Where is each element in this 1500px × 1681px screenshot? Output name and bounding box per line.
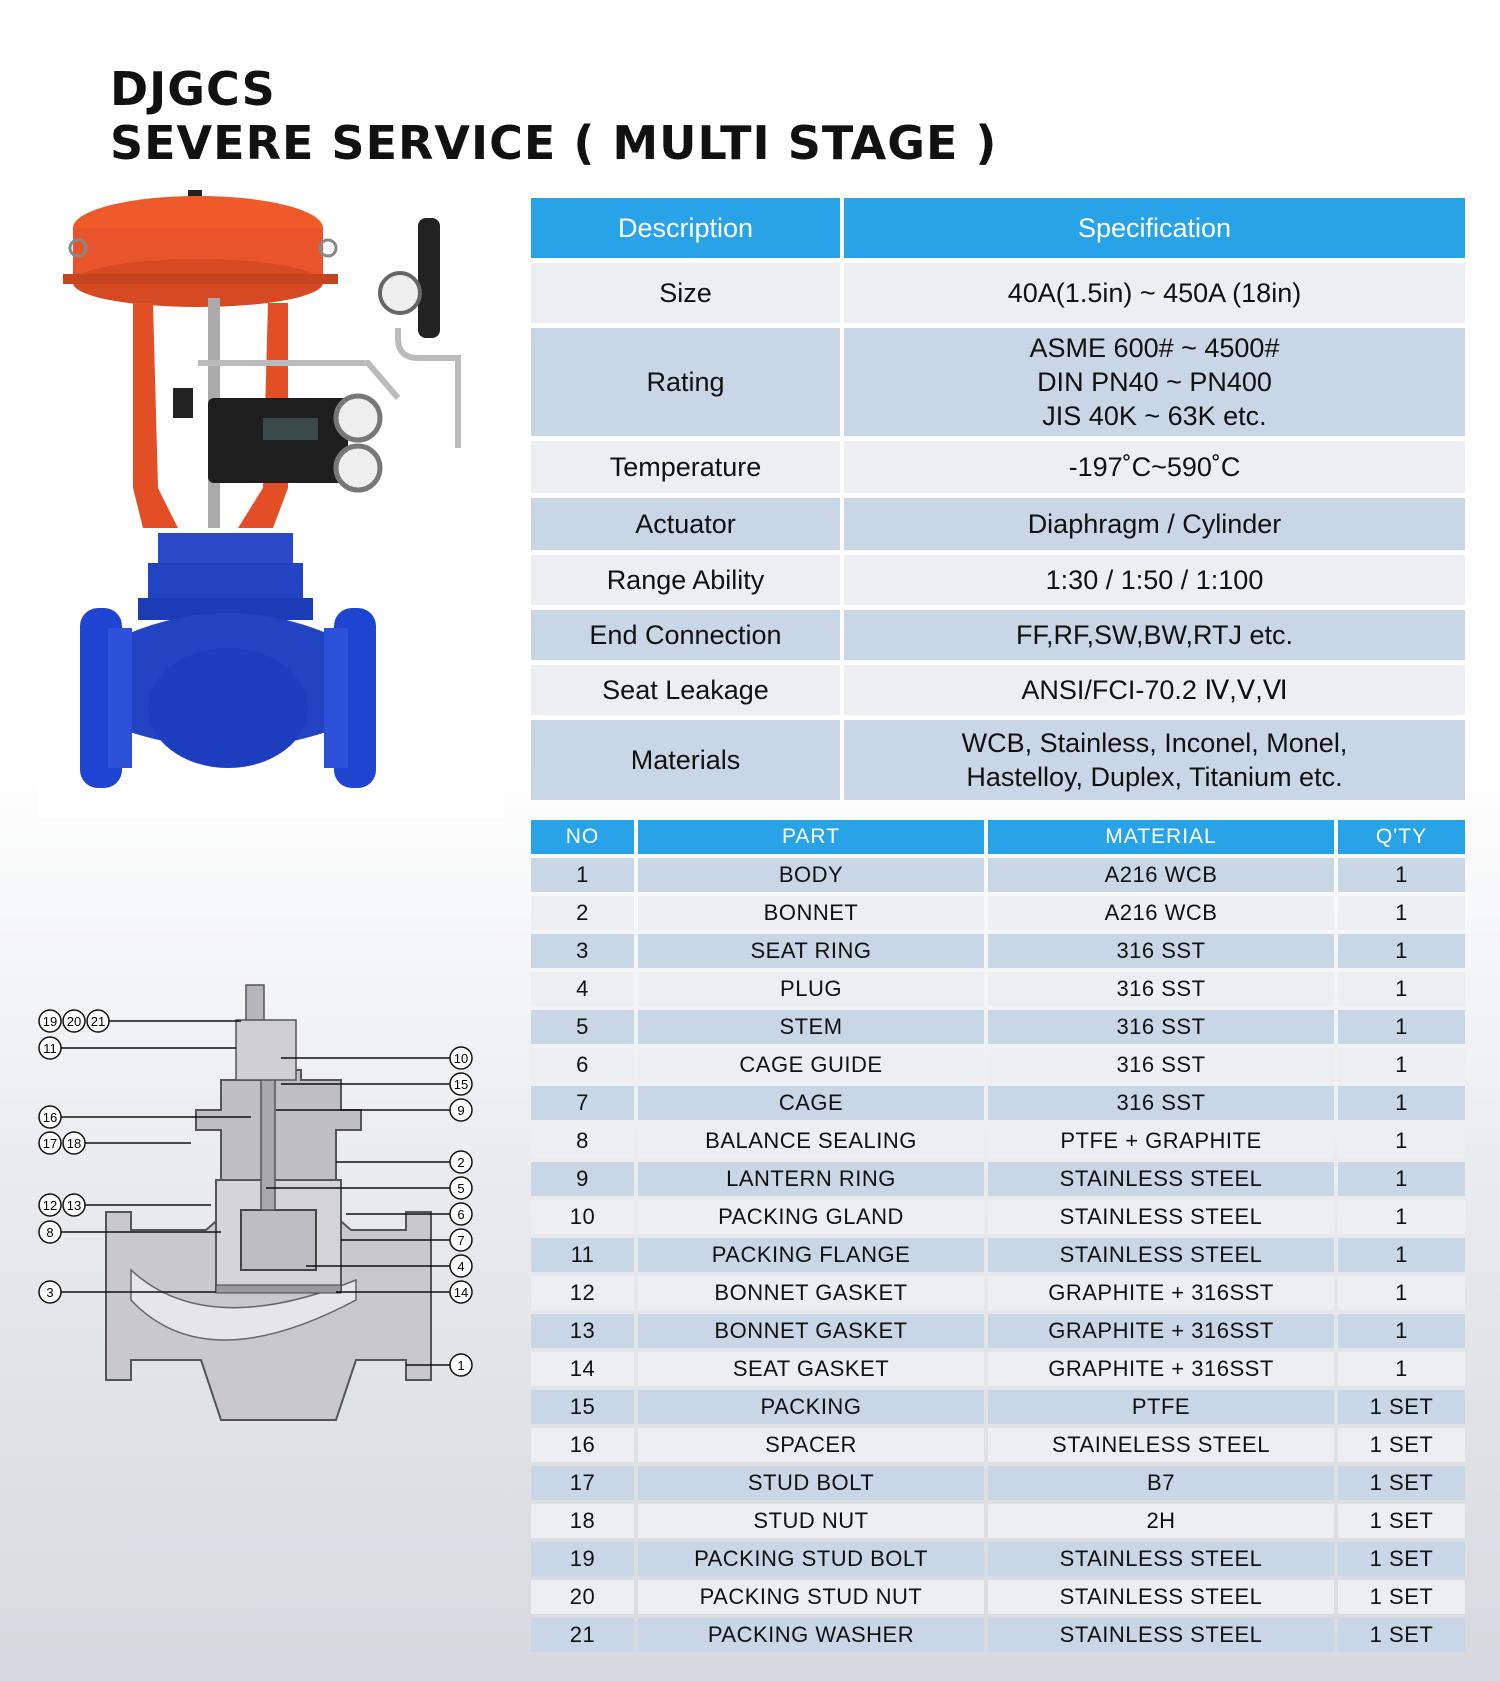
part-name: BALANCE SEALING <box>638 1124 984 1158</box>
parts-table <box>531 820 1465 1656</box>
part-material: PTFE <box>988 1390 1334 1424</box>
callout-number: 18 <box>66 1136 82 1151</box>
spec-row <box>531 498 1465 550</box>
callout-number: 20 <box>66 1014 82 1029</box>
part-material: B7 <box>988 1466 1334 1500</box>
callout-number: 14 <box>453 1285 469 1300</box>
title-block <box>110 62 997 170</box>
spec-value <box>844 665 1465 715</box>
spec-value <box>844 720 1465 800</box>
spec-description: Actuator <box>531 498 840 550</box>
part-qty: 1 <box>1338 972 1465 1006</box>
part-no: 7 <box>531 1086 634 1120</box>
part-material: STAINLESS STEEL <box>988 1238 1334 1272</box>
spec-header-specification: Specification <box>844 198 1465 258</box>
spec-value-line: ANSI/FCI-70.2 Ⅳ,Ⅴ,Ⅵ <box>1021 675 1288 705</box>
part-qty: 1 SET <box>1338 1390 1465 1424</box>
table-row <box>531 1580 1465 1614</box>
part-no: 2 <box>531 896 634 930</box>
part-qty: 1 SET <box>1338 1466 1465 1500</box>
table-row <box>531 1238 1465 1272</box>
parts-body <box>531 858 1465 1652</box>
spec-row <box>531 441 1465 493</box>
callout-number: 9 <box>457 1103 465 1118</box>
table-row <box>531 1086 1465 1120</box>
part-material: STAINLESS STEEL <box>988 1618 1334 1652</box>
table-row <box>531 858 1465 892</box>
part-qty: 1 SET <box>1338 1580 1465 1614</box>
part-no: 16 <box>531 1428 634 1462</box>
part-name: PACKING GLAND <box>638 1200 984 1234</box>
table-row <box>531 1466 1465 1500</box>
spec-body <box>531 263 1465 800</box>
spec-value-line: ASME 600# ~ 4500# <box>1029 333 1280 363</box>
part-name: CAGE GUIDE <box>638 1048 984 1082</box>
part-name: LANTERN RING <box>638 1162 984 1196</box>
part-qty: 1 SET <box>1338 1428 1465 1462</box>
part-no: 20 <box>531 1580 634 1614</box>
part-name: CAGE <box>638 1086 984 1120</box>
table-row <box>531 1162 1465 1196</box>
callout-number: 15 <box>453 1077 469 1092</box>
callout-number: 1 <box>457 1358 465 1373</box>
part-name: BODY <box>638 858 984 892</box>
part-qty: 1 SET <box>1338 1542 1465 1576</box>
part-qty: 1 <box>1338 1086 1465 1120</box>
parts-header-no: NO <box>531 820 634 854</box>
part-qty: 1 <box>1338 1200 1465 1234</box>
part-name: STEM <box>638 1010 984 1044</box>
spec-value-line: FF,RF,SW,BW,RTJ etc. <box>1015 620 1294 650</box>
table-row <box>531 972 1465 1006</box>
table-row <box>531 1504 1465 1538</box>
part-qty: 1 SET <box>1338 1504 1465 1538</box>
callout-number: 2 <box>457 1155 465 1170</box>
table-row <box>531 1200 1465 1234</box>
part-name: BONNET GASKET <box>638 1276 984 1310</box>
parts-header-qty: Q'TY <box>1338 820 1465 854</box>
part-material: STAINLESS STEEL <box>988 1200 1334 1234</box>
part-name: PACKING STUD NUT <box>638 1580 984 1614</box>
part-material: 316 SST <box>988 934 1334 968</box>
part-material: GRAPHITE + 316SST <box>988 1314 1334 1348</box>
part-material: 2H <box>988 1504 1334 1538</box>
part-qty: 1 <box>1338 1048 1465 1082</box>
part-qty: 1 <box>1338 1276 1465 1310</box>
callout-number: 12 <box>42 1198 58 1213</box>
spec-value-line: -197˚C~590˚C <box>1068 452 1241 482</box>
spec-value-line: 1:30 / 1:50 / 1:100 <box>1045 565 1264 595</box>
spec-description: Size <box>531 263 840 323</box>
table-row <box>531 1542 1465 1576</box>
part-no: 13 <box>531 1314 634 1348</box>
callout-number: 17 <box>42 1136 58 1151</box>
part-no: 12 <box>531 1276 634 1310</box>
part-name: STUD BOLT <box>638 1466 984 1500</box>
spec-description: Materials <box>531 720 840 800</box>
table-row <box>531 1618 1465 1652</box>
part-qty: 1 <box>1338 1124 1465 1158</box>
callout-number: 7 <box>457 1233 465 1248</box>
part-qty: 1 SET <box>1338 1618 1465 1652</box>
part-name: PLUG <box>638 972 984 1006</box>
part-qty: 1 <box>1338 1314 1465 1348</box>
part-no: 4 <box>531 972 634 1006</box>
model-name: DJGCS <box>110 62 276 116</box>
table-row <box>531 1010 1465 1044</box>
part-material: STAINLESS STEEL <box>988 1162 1334 1196</box>
spec-row <box>531 720 1465 800</box>
callout-number: 13 <box>66 1198 82 1213</box>
part-no: 21 <box>531 1618 634 1652</box>
spec-row <box>531 610 1465 660</box>
part-name: BONNET <box>638 896 984 930</box>
spec-value <box>844 555 1465 605</box>
callout-number: 3 <box>46 1285 54 1300</box>
table-row <box>531 1428 1465 1462</box>
valve-section-drawing <box>36 980 516 1440</box>
table-row <box>531 1048 1465 1082</box>
spec-row <box>531 328 1465 436</box>
spec-description: Rating <box>531 328 840 436</box>
part-material: 316 SST <box>988 972 1334 1006</box>
spec-row <box>531 263 1465 323</box>
part-no: 9 <box>531 1162 634 1196</box>
part-name: BONNET GASKET <box>638 1314 984 1348</box>
control-valve-illustration <box>38 188 503 818</box>
part-no: 19 <box>531 1542 634 1576</box>
table-row <box>531 1390 1465 1424</box>
spec-value-line: Diaphragm / Cylinder <box>1027 509 1282 539</box>
spec-row <box>531 555 1465 605</box>
part-material: A216 WCB <box>988 896 1334 930</box>
part-qty: 1 <box>1338 1162 1465 1196</box>
spec-value-line: Hastelloy, Duplex, Titanium etc. <box>966 762 1343 792</box>
part-material: A216 WCB <box>988 858 1334 892</box>
callout-number: 16 <box>42 1110 58 1125</box>
part-no: 17 <box>531 1466 634 1500</box>
table-row <box>531 896 1465 930</box>
part-name: SEAT GASKET <box>638 1352 984 1386</box>
spec-value <box>844 498 1465 550</box>
part-no: 14 <box>531 1352 634 1386</box>
part-name: PACKING WASHER <box>638 1618 984 1652</box>
spec-value-line: 40A(1.5in) ~ 450A (18in) <box>1007 278 1302 308</box>
part-material: GRAPHITE + 316SST <box>988 1352 1334 1386</box>
part-no: 1 <box>531 858 634 892</box>
table-row <box>531 1276 1465 1310</box>
part-no: 18 <box>531 1504 634 1538</box>
part-no: 10 <box>531 1200 634 1234</box>
callout-number: 11 <box>43 1041 57 1056</box>
spec-header-row <box>531 198 1465 258</box>
table-row <box>531 1124 1465 1158</box>
part-name: SPACER <box>638 1428 984 1462</box>
table-row <box>531 1314 1465 1348</box>
part-material: PTFE + GRAPHITE <box>988 1124 1334 1158</box>
parts-header-material: MATERIAL <box>988 820 1334 854</box>
parts-header-row <box>531 820 1465 854</box>
spec-description: End Connection <box>531 610 840 660</box>
callout-number: 21 <box>90 1014 106 1029</box>
spec-description: Seat Leakage <box>531 665 840 715</box>
callout-number: 8 <box>46 1225 54 1240</box>
cross-section-diagram <box>36 980 516 1440</box>
callout-number: 5 <box>457 1181 465 1196</box>
spec-value <box>844 610 1465 660</box>
part-no: 8 <box>531 1124 634 1158</box>
part-material: 316 SST <box>988 1010 1334 1044</box>
part-qty: 1 <box>1338 896 1465 930</box>
callout-number: 4 <box>457 1259 465 1274</box>
table-row <box>531 934 1465 968</box>
part-no: 11 <box>531 1238 634 1272</box>
part-material: 316 SST <box>988 1086 1334 1120</box>
part-material: STAINELESS STEEL <box>988 1428 1334 1462</box>
spec-value <box>844 328 1465 436</box>
spec-value-line: DIN PN40 ~ PN400 <box>1037 367 1272 397</box>
part-name: SEAT RING <box>638 934 984 968</box>
part-material: STAINLESS STEEL <box>988 1580 1334 1614</box>
part-no: 6 <box>531 1048 634 1082</box>
valve-photo <box>38 188 503 818</box>
callout-number: 6 <box>457 1207 465 1222</box>
part-no: 5 <box>531 1010 634 1044</box>
part-name: PACKING <box>638 1390 984 1424</box>
spec-row <box>531 665 1465 715</box>
part-material: 316 SST <box>988 1048 1334 1082</box>
page-title: SEVERE SERVICE ( MULTI STAGE ) <box>110 116 998 170</box>
spec-value <box>844 263 1465 323</box>
spec-value-line: JIS 40K ~ 63K etc. <box>1042 401 1267 431</box>
part-qty: 1 <box>1338 858 1465 892</box>
part-no: 3 <box>531 934 634 968</box>
part-material: GRAPHITE + 316SST <box>988 1276 1334 1310</box>
part-qty: 1 <box>1338 934 1465 968</box>
callout-number: 10 <box>453 1051 469 1066</box>
parts-header-part: PART <box>638 820 984 854</box>
spec-value <box>844 441 1465 493</box>
spec-description: Range Ability <box>531 555 840 605</box>
part-material: STAINLESS STEEL <box>988 1542 1334 1576</box>
spec-table <box>531 198 1465 805</box>
spec-value-line: WCB, Stainless, Inconel, Monel, <box>961 728 1348 758</box>
callout-number: 19 <box>42 1014 58 1029</box>
spec-header-description: Description <box>531 198 840 258</box>
part-name: STUD NUT <box>638 1504 984 1538</box>
part-qty: 1 <box>1338 1010 1465 1044</box>
part-name: PACKING FLANGE <box>638 1238 984 1272</box>
part-qty: 1 <box>1338 1352 1465 1386</box>
part-qty: 1 <box>1338 1238 1465 1272</box>
part-name: PACKING STUD BOLT <box>638 1542 984 1576</box>
part-no: 15 <box>531 1390 634 1424</box>
spec-description: Temperature <box>531 441 840 493</box>
table-row <box>531 1352 1465 1386</box>
